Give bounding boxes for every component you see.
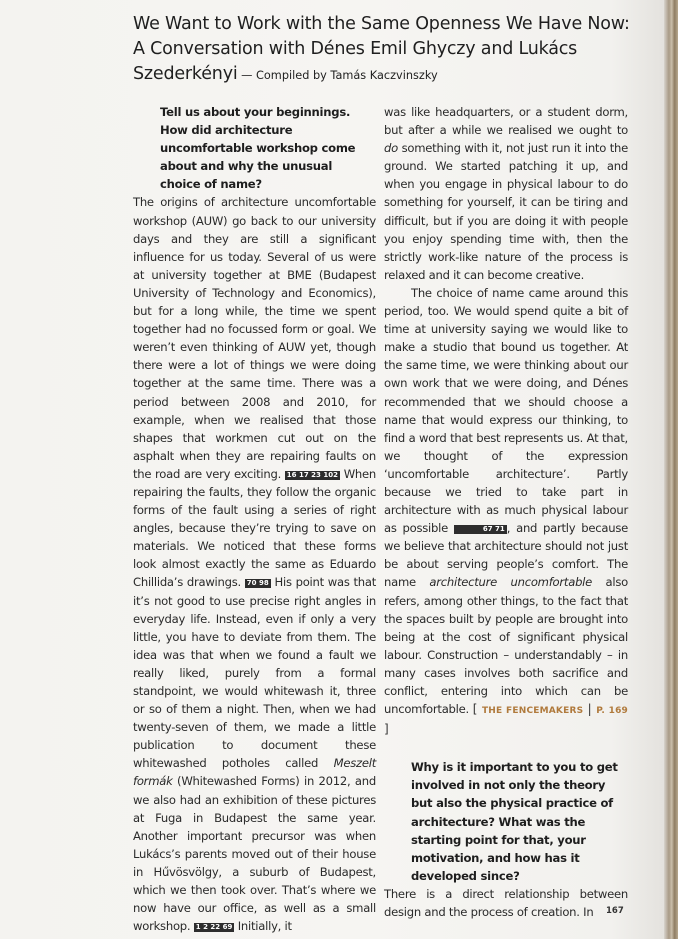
compiled-by-credit: — Compiled by Tamás Kaczvinszky [237,69,438,82]
image-reference-badge: 16 17 23 102 [286,470,338,479]
article-title [133,12,633,88]
answer-paragraph: The origins of architecture uncomfortable workshop (AUW) go back to our university days and they are still a significant influence for us today. Several of us were at university together at BME (Budapest University of Technology and Economics), but for a long while, the time we spent together had no focussed form or goal. We weren’t even thinking of AUW yet, though there were a lot of things we were doing together at the same time. There was a period between 2008 and 2010, for example, when we realised that those shapes that workmen cut out on the asphalt when they are repairing faults on the road are very exciting. 16 17 23 102 When repairing the faults, they follow the organic forms of the fault using a series of right angles, because they’re trying to save on materials. We noticed that these forms look almost exactly the same as Eduardo Chillida’s drawings. 70 98 His point was that it’s not good to use precise right angles in everyday life. Instead, even if only a very little, you have to deviate from them. The idea was that when we found a fault we really liked, purely from a formal standpoint, we would whitewash it, three or so of them a night. Then, when we had twenty-seven of them, we made a little publication to document these whitewashed potholes called Meszelt formák (Whitewashed Forms) in 2012, and we also had an exhibition of these pictures at Fuga in Budapest the same year. Another important precursor was when Lukács’s parents moved out of their house in Hűvösvölgy, a suburb of Budapest, which we then took over. That’s where we now have our office, as well as a small workshop. 1 2 22 69 Initially, it [133,195,376,934]
interview-question-1: Tell us about your beginnings. How did architecture uncomfortable workshop come about and why the unusual choice of name? [160,105,356,192]
answer-paragraph-continued: was like headquarters, or a student dorm, but after a while we realised we ought to do something with it, not just run it into the ground. We started patching it up, and when you engage in physical labour to do something for yourself, it can be tiring and difficult, but if you are doing it with people you enjoy spending time with, then the strictly work-like nature of the process is relaxed and it can become creative. [384,105,628,282]
image-reference-badge: 70 98 [246,579,269,588]
right-column [384,103,628,921]
interview-question-2: Why is it important to you to get involved in not only the theory but also the physical practice of architecture? What was the starting point for that, your motivation, and how has it developed since? [411,760,618,883]
answer-paragraph: The choice of name came around this period, too. We would spend quite a bit of time at university saying we would like to make a studio that bound us together. At the same time, we were thinking about our own work that we were doing, and Dénes recommended that we should choose a name that would express our thinking, to find a word that best represents us. At that, we thought of the expression ‘uncomfortable architecture’. Partly because we tried to take part in architecture with as much physical labour as possible 67 71 , and partly because we believe that architecture should not just be about serving people’s comfort. The name architecture uncomfortable also refers, among other things, to the fact that the spaces built by people are brought into being at the cost of significant physical labour. Construction – understandably – in many cases involves both sacrifice and conflict, entering into which can be uncomfortable. [ THE FENCEMAKERS | P. 169 ] [384,285,628,737]
answer-paragraph: There is a direct relationship between design and the process of creation. In [384,886,628,920]
cross-reference-link[interactable]: [ THE FENCEMAKERS | P. 169 ] [384,702,628,737]
image-reference-badge: 67 71 [454,525,507,534]
book-page-edge [664,0,678,939]
title-text: We Want to Work with the Same Openness We Have Now: A Conversation with Dénes Emil Ghyczy and Lukács Szederkényi [133,14,630,84]
paragraph-spacer [384,740,628,758]
left-column [133,103,376,935]
page-number: 167 [606,906,624,916]
image-reference-badge: 1 2 22 69 [195,923,233,932]
